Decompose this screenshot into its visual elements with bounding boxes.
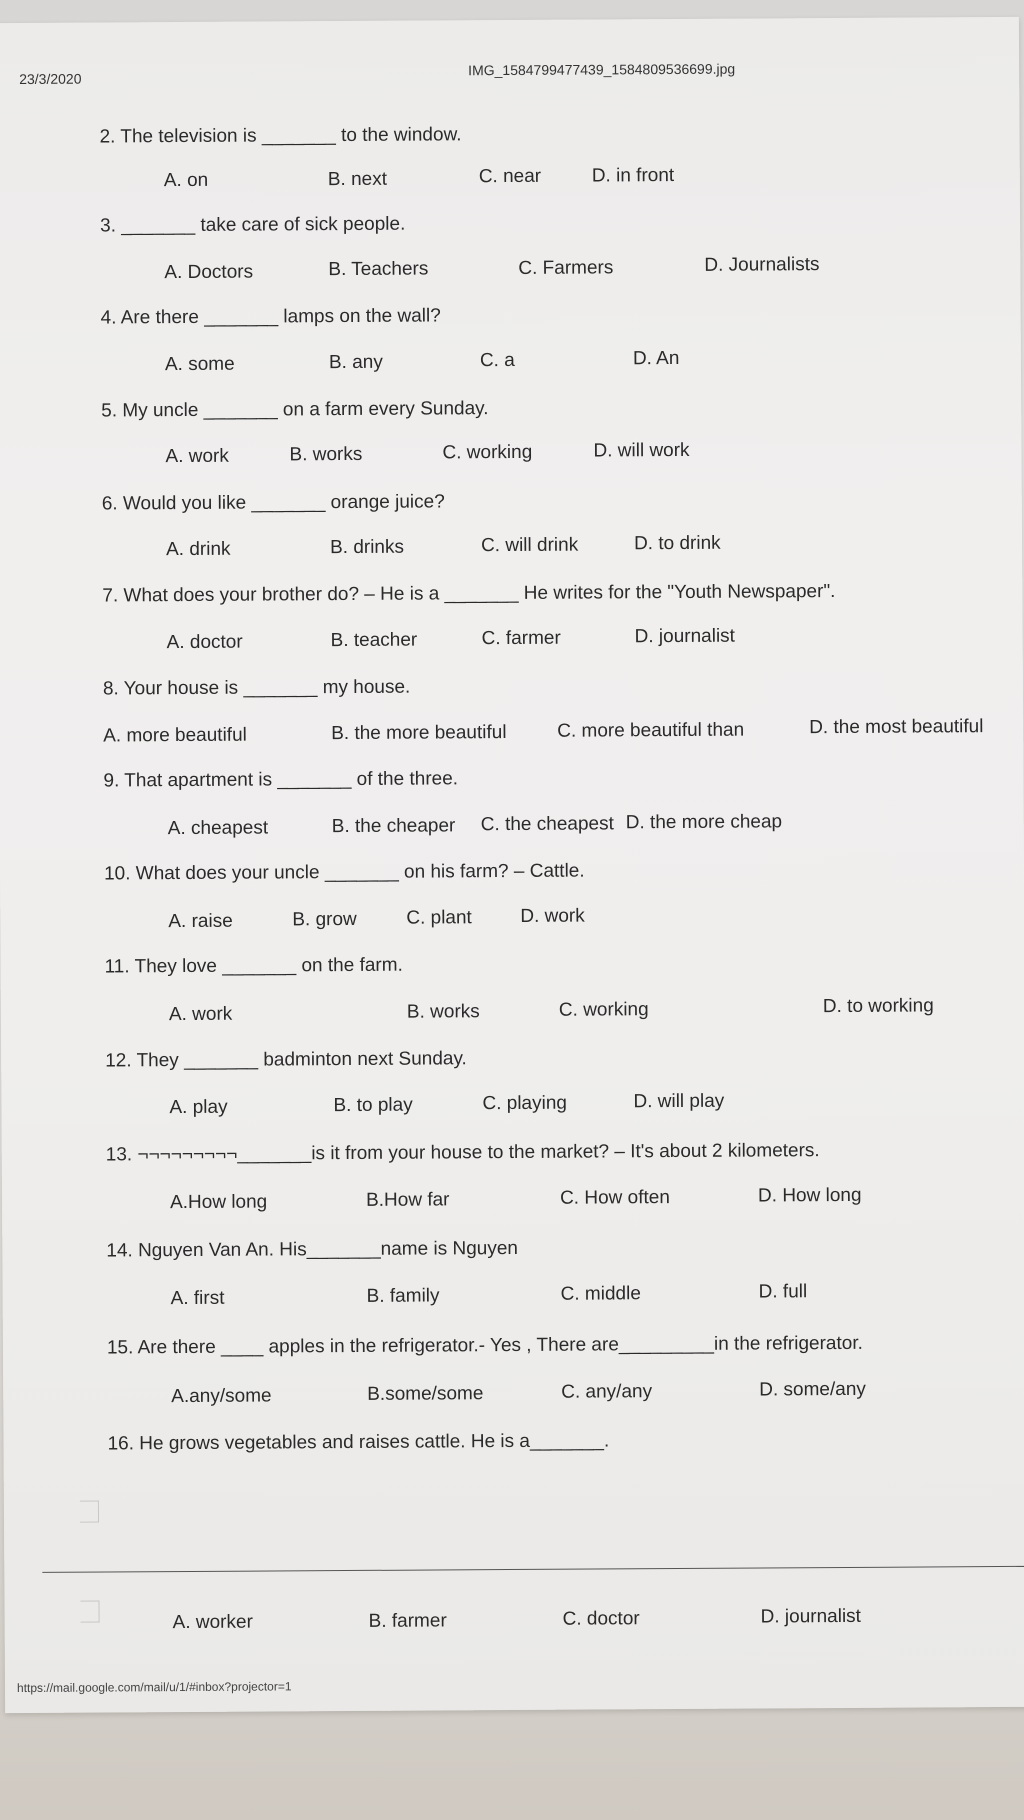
question-7-option-d: D. journalist [634,625,735,648]
page-corner-mark [80,1501,99,1523]
question-15-option-a: A.any/some [171,1385,272,1408]
question-2-option-b: B. next [327,168,388,191]
question-9-stem: 9. That apartment is _______ of the three. [103,768,459,792]
question-3-option-a: A. Doctors [164,261,254,284]
question-16-option-c: C. doctor [562,1608,640,1630]
question-12-option-b: B. to play [333,1094,413,1117]
question-6-option-d: D. to drink [633,532,721,555]
question-9-option-c: C. the cheapest [480,813,614,836]
question-5-option-a: A. work [165,445,229,468]
question-2-option-a: A. on [163,169,209,192]
question-10-option-b: B. grow [292,908,357,931]
question-11-stem: 11. They love _______ on the farm. [104,954,403,978]
question-6-option-a: A. drink [166,538,231,561]
question-13-option-c: C. How often [559,1187,670,1209]
question-2-option-c: C. near [478,165,542,188]
question-15-stem: 15. Are there ____ apples in the refrigerator.- Yes , There are_________in the refrigerator. [106,1332,863,1359]
question-7-stem: 7. What does your brother do? – He is a _______ He writes for the "Youth Newspaper". [102,581,836,607]
question-16-stem: 16. He grows vegetables and raises cattle. He is a_______. [107,1430,610,1455]
page-divider [42,1566,1024,1573]
header-filename: IMG_1584799477439_1584809536699.jpg [468,60,736,79]
question-14-option-d: D. full [758,1281,808,1303]
question-7-option-b: B. teacher [330,629,418,652]
question-10-option-c: C. plant [406,907,472,929]
question-16-option-b: B. farmer [368,1610,447,1632]
question-8-option-d: D. the most beautiful [809,716,984,739]
question-16-option-a: A. worker [172,1611,253,1634]
question-7-option-c: C. farmer [481,627,561,650]
question-8-option-a: A. more beautiful [103,724,247,747]
question-3-option-b: B. Teachers [328,258,429,281]
question-3-option-d: D. Journalists [704,254,820,276]
question-14-option-a: A. first [170,1287,225,1310]
question-2-stem: 2. The television is _______ to the window. [99,124,462,148]
question-14-stem: 14. Nguyen Van An. His_______name is Nguyen [106,1237,519,1262]
question-13-stem: 13. ¬¬¬¬¬¬¬¬¬_______is it from your house to the market? – It's about 2 kilometers. [105,1140,820,1166]
question-8-option-c: C. more beautiful than [557,719,745,742]
question-6-stem: 6. Would you like _______ orange juice? [101,491,445,515]
question-6-option-c: C. will drink [480,534,579,557]
question-5-option-b: B. works [289,443,363,466]
question-16-option-d: D. journalist [760,1605,861,1628]
question-14-option-c: C. middle [560,1283,641,1305]
question-4-stem: 4. Are there _______ lamps on the wall? [100,305,441,329]
question-9-option-d: D. the more cheap [625,811,783,834]
question-12-option-c: C. playing [482,1092,568,1115]
page-corner-mark [80,1601,99,1623]
question-8-stem: 8. Your house is _______ my house. [102,676,411,700]
question-9-option-b: B. the cheaper [331,815,456,838]
question-10-option-a: A. raise [168,910,233,933]
question-4-option-d: D. An [632,347,680,370]
footer-url: https://mail.google.com/mail/u/1/#inbox?projector=1 [16,1679,292,1696]
header-date: 23/3/2020 [19,70,82,87]
question-11-option-a: A. work [168,1003,233,1026]
question-5-option-c: C. working [442,441,533,464]
question-4-option-a: A. some [164,353,235,376]
question-10-option-d: D. work [520,905,585,927]
question-2-option-d: D. in front [591,164,675,187]
question-7-option-a: A. doctor [166,631,243,654]
question-15-option-d: D. some/any [759,1378,866,1401]
question-4-option-c: C. a [479,349,515,372]
question-8-option-b: B. the more beautiful [331,722,507,745]
question-14-option-b: B. family [366,1285,440,1307]
question-3-option-c: C. Farmers [518,257,614,279]
question-11-option-b: B. works [406,1001,480,1023]
question-12-stem: 12. They _______ badminton next Sunday. [105,1048,467,1072]
question-12-option-a: A. play [169,1096,228,1119]
question-9-option-a: A. cheapest [167,817,269,840]
question-11-option-d: D. to working [822,995,934,1018]
question-15-option-c: C. any/any [561,1381,653,1403]
question-13-option-b: B.How far [365,1189,450,1211]
question-13-option-a: A.How long [169,1191,268,1214]
question-13-option-d: D. How long [757,1184,862,1207]
question-5-stem: 5. My uncle _______ on a farm every Sunday. [101,398,489,422]
question-6-option-b: B. drinks [329,536,405,559]
question-4-option-b: B. any [328,351,383,374]
question-12-option-d: D. will play [633,1090,725,1113]
question-11-option-c: C. working [558,999,649,1021]
question-3-stem: 3. _______ take care of sick people. [100,213,406,237]
question-15-option-b: B.some/some [367,1383,484,1405]
question-5-option-d: D. will work [593,439,690,462]
question-10-stem: 10. What does your uncle _______ on his farm? – Cattle. [103,860,585,885]
document-page [0,17,1024,1713]
